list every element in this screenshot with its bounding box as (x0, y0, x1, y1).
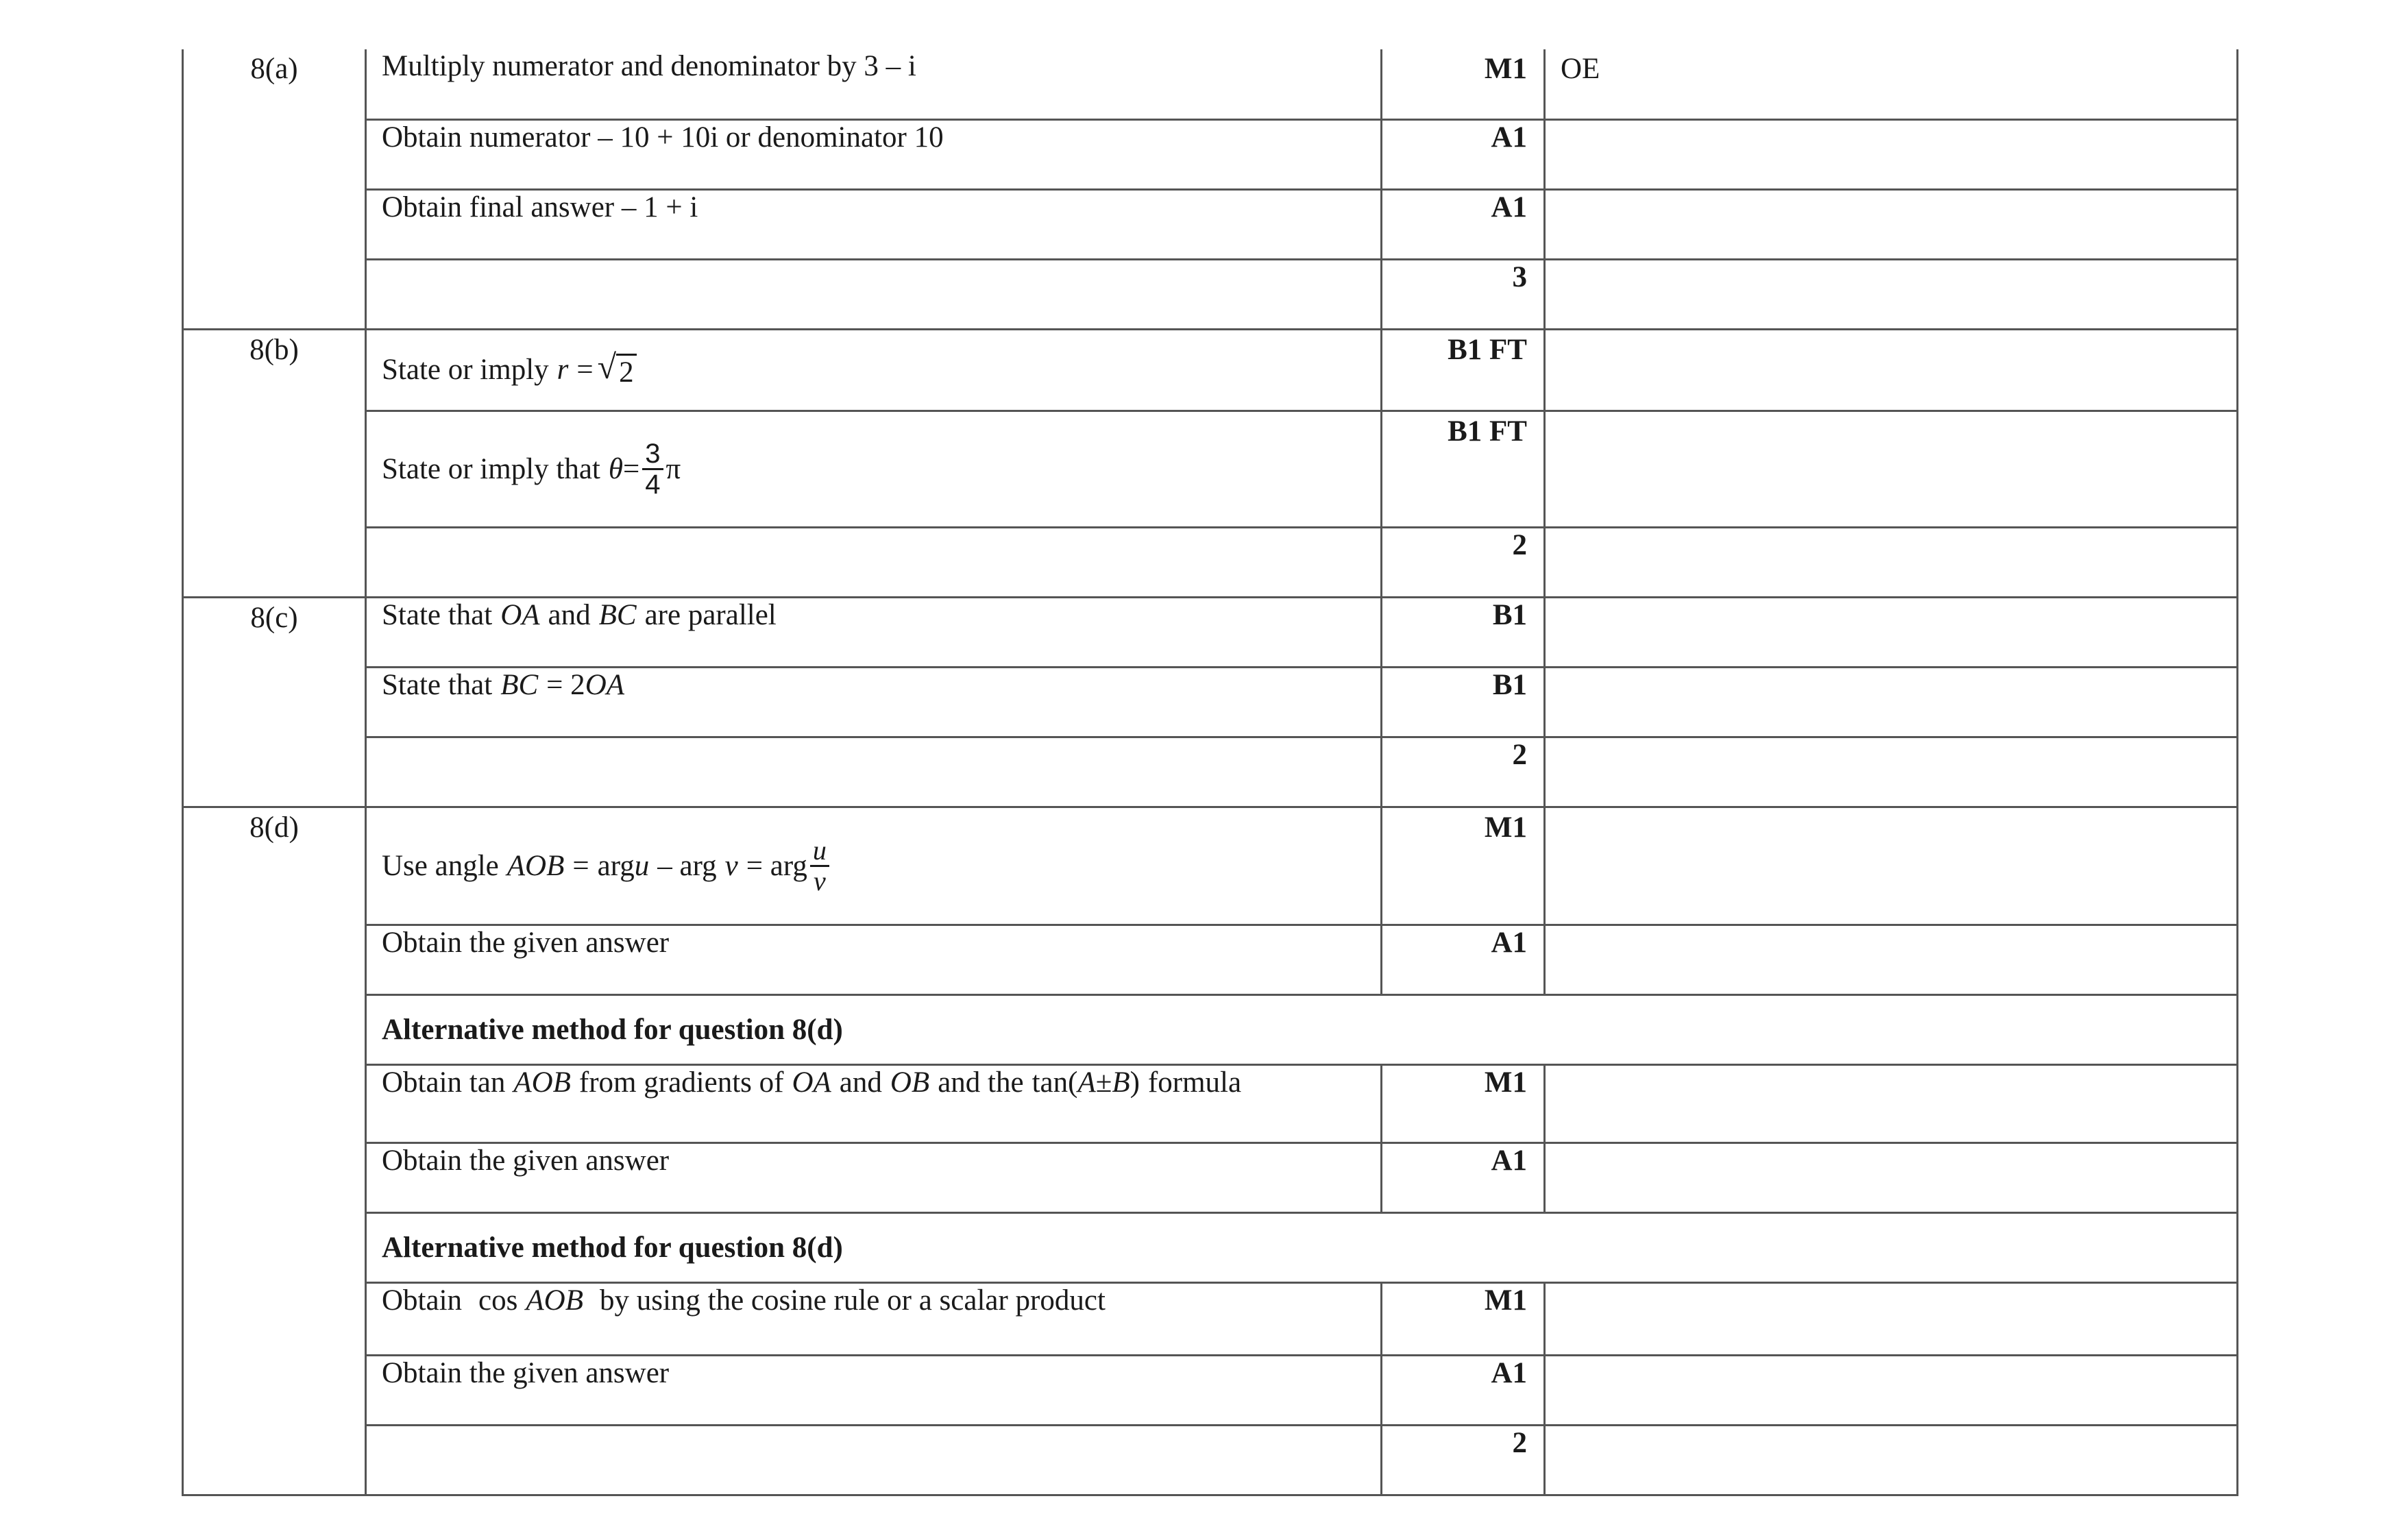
alternative-method-heading: Alternative method for question 8(d) (366, 994, 2238, 1064)
answer-cell (366, 1425, 1382, 1495)
guidance-cell (1545, 527, 2238, 597)
answer-cell: State that OA and BC are parallel (366, 597, 1382, 667)
answer-cell: Obtain tan AOB from gradients of OA and OB and the tan( A ± B ) formula (366, 1064, 1382, 1142)
guidance-cell (1545, 1425, 2238, 1495)
question-number: 8(a) (183, 49, 366, 329)
answer-cell: Obtain the given answer (366, 925, 1382, 994)
guidance-cell: OE (1545, 49, 2238, 119)
answer-cell: Use angle AOB = arg u – arg v = arg $\frac{u}{v}$ (366, 807, 1382, 925)
guidance-cell (1545, 189, 2238, 259)
guidance-cell (1545, 1355, 2238, 1425)
mark-cell: A1 (1382, 925, 1545, 994)
guidance-cell (1545, 737, 2238, 807)
guidance-cell (1545, 597, 2238, 667)
mark-cell: B1 FT (1382, 411, 1545, 527)
mark-cell: M1 (1382, 807, 1545, 925)
square-root: √ 2 (598, 350, 637, 389)
answer-cell: State that BC = 2 OA (366, 667, 1382, 737)
answer-cell: Obtain the given answer (366, 1355, 1382, 1425)
mark-cell: B1 (1382, 597, 1545, 667)
fraction: $\frac{u}{v}$ (810, 836, 829, 896)
guidance-cell (1545, 119, 2238, 189)
guidance-cell (1545, 329, 2238, 411)
mark-cell: A1 (1382, 1142, 1545, 1212)
answer-cell (366, 527, 1382, 597)
question-number: 8(c) (183, 597, 366, 807)
mark-cell: M1 (1382, 1064, 1545, 1142)
guidance-cell (1545, 1064, 2238, 1142)
mark-total: 2 (1382, 1425, 1545, 1495)
guidance-cell (1545, 925, 2238, 994)
mark-cell: A1 (1382, 189, 1545, 259)
guidance-cell (1545, 1142, 2238, 1212)
question-number: 8(b) (183, 329, 366, 597)
guidance-cell (1545, 1282, 2238, 1355)
guidance-cell (1545, 667, 2238, 737)
mark-total: 3 (1382, 259, 1545, 329)
mark-cell: B1 FT (1382, 329, 1545, 411)
mark-total: 2 (1382, 527, 1545, 597)
answer-cell: State or imply r = √ 2 (366, 329, 1382, 411)
answer-cell (366, 737, 1382, 807)
guidance-cell (1545, 259, 2238, 329)
answer-cell: Multiply numerator and denominator by 3 – i (366, 49, 1382, 119)
mark-cell: M1 (1382, 1282, 1545, 1355)
guidance-cell (1545, 411, 2238, 527)
guidance-cell (1545, 807, 2238, 925)
answer-cell: State or imply that θ = $\frac{3}{4}$ π (366, 411, 1382, 527)
answer-cell: Obtain cos AOB by using the cosine rule or a scalar product (366, 1282, 1382, 1355)
alternative-method-heading: Alternative method for question 8(d) (366, 1212, 2238, 1282)
answer-cell: Obtain final answer – 1 + i (366, 189, 1382, 259)
mark-cell: B1 (1382, 667, 1545, 737)
mark-total: 2 (1382, 737, 1545, 807)
mark-cell: M1 (1382, 49, 1545, 119)
mark-cell: A1 (1382, 1355, 1545, 1425)
answer-cell (366, 259, 1382, 329)
question-number: 8(d) (183, 807, 366, 1495)
mark-scheme-table (182, 49, 2238, 1496)
answer-cell: Obtain numerator – 10 + 10i or denominator 10 (366, 119, 1382, 189)
fraction: $\frac{3}{4}$ (642, 439, 663, 499)
mark-cell: A1 (1382, 119, 1545, 189)
answer-cell: Obtain the given answer (366, 1142, 1382, 1212)
